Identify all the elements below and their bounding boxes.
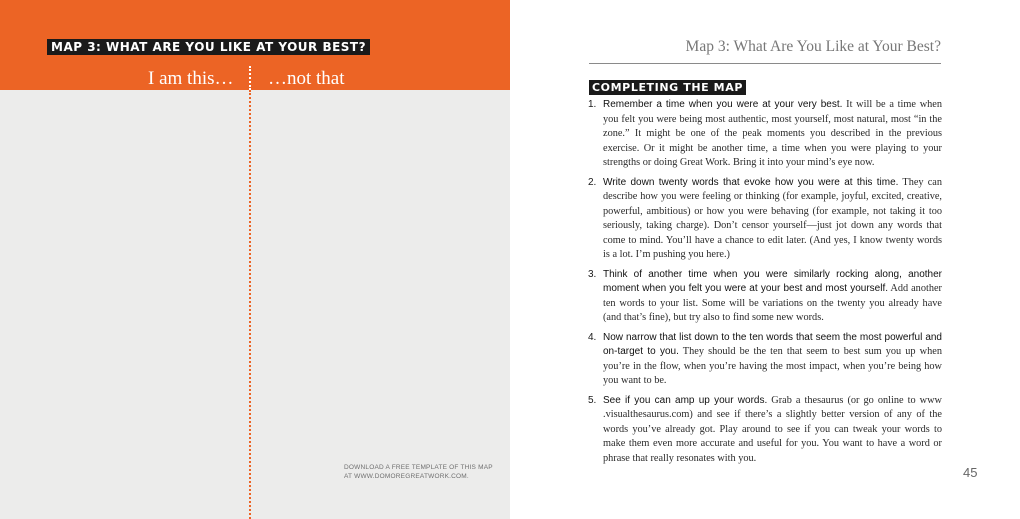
step-body: They should be the ten that seem to best sum you up when you’re in the flow, when you’re having the most impact, when you’re being how you want to be. [603, 346, 942, 386]
step-lead: See if you can amp up your words. [603, 394, 768, 406]
running-head: Map 3: What Are You Like at Your Best? [685, 38, 941, 55]
steps-list [588, 98, 942, 471]
step-lead: Think of another time when you were similarly rocking along, another moment when you felt you were at your best and most yourself. [603, 268, 942, 294]
download-note-line: AT WWW.DOMOREGREATWORK.COM. [344, 472, 469, 480]
step-number: 3. [588, 268, 597, 280]
step-item [588, 176, 942, 263]
step-lead: Now narrow that list down to the ten words that seem the most powerful and on-target to you. [603, 331, 942, 357]
step-body: Add another ten words to your list. Some will be variations on the twenty you already have (and that’s fine), but try also to find some new words. [603, 283, 942, 323]
map-header-band [0, 0, 510, 90]
step-lead: Write down twenty words that evoke how you were at this time. [603, 176, 899, 188]
section-heading: COMPLETING THE MAP [589, 80, 746, 95]
column-heading-i-am-this: I am this… [148, 68, 234, 89]
step-lead: Remember a time when you were at your very best. [603, 99, 843, 110]
page-number: 45 [963, 465, 978, 480]
step-body: They can describe how you were feeling or thinking (for example, joyful, excited, creative, powerful, ambitious) or how you were behaving (for example, not taking it too seriously, taking charge). Don’t censor yourself—just jot down any words that come to mind. You’ll have a chance to edit later. (And yes, I know twenty words is a lot. I’m pushing you here.) [603, 176, 942, 260]
step-number: 5. [588, 394, 597, 406]
step-item [588, 268, 942, 326]
column-divider [249, 90, 251, 519]
step-item [588, 394, 942, 467]
map-title: MAP 3: WHAT ARE YOU LIKE AT YOUR BEST? [47, 39, 370, 55]
column-divider-top [249, 66, 251, 90]
download-note [344, 464, 493, 481]
step-item [588, 98, 942, 171]
step-item [588, 331, 942, 389]
download-note-line: DOWNLOAD A FREE TEMPLATE OF THIS MAP [344, 464, 493, 471]
step-number: 2. [588, 176, 597, 188]
step-body: Grab a thesaurus (or go online to www .visualthesaurus.com) and see if there’s a slightly better version of any of the words you’ve already got. Play around to see if you can tweak your words to make them even more accurate and useful for you. You want to have a word or phrase that really resonates with you. [603, 394, 942, 464]
right-page [510, 0, 1020, 519]
header-rule [589, 63, 941, 64]
step-body: It will be a time when you felt you were being most authentic, most yourself, most natural, most “in the zone.” It might be one of the peak moments you described in the previous exercise. Or it might be another time, a time when you were playing to your strengths or doing Great Work. Bring it into your mind’s eye now. [603, 99, 942, 168]
column-heading-not-that: …not that [268, 68, 345, 89]
step-number: 1. [588, 99, 597, 110]
step-number: 4. [588, 331, 597, 343]
